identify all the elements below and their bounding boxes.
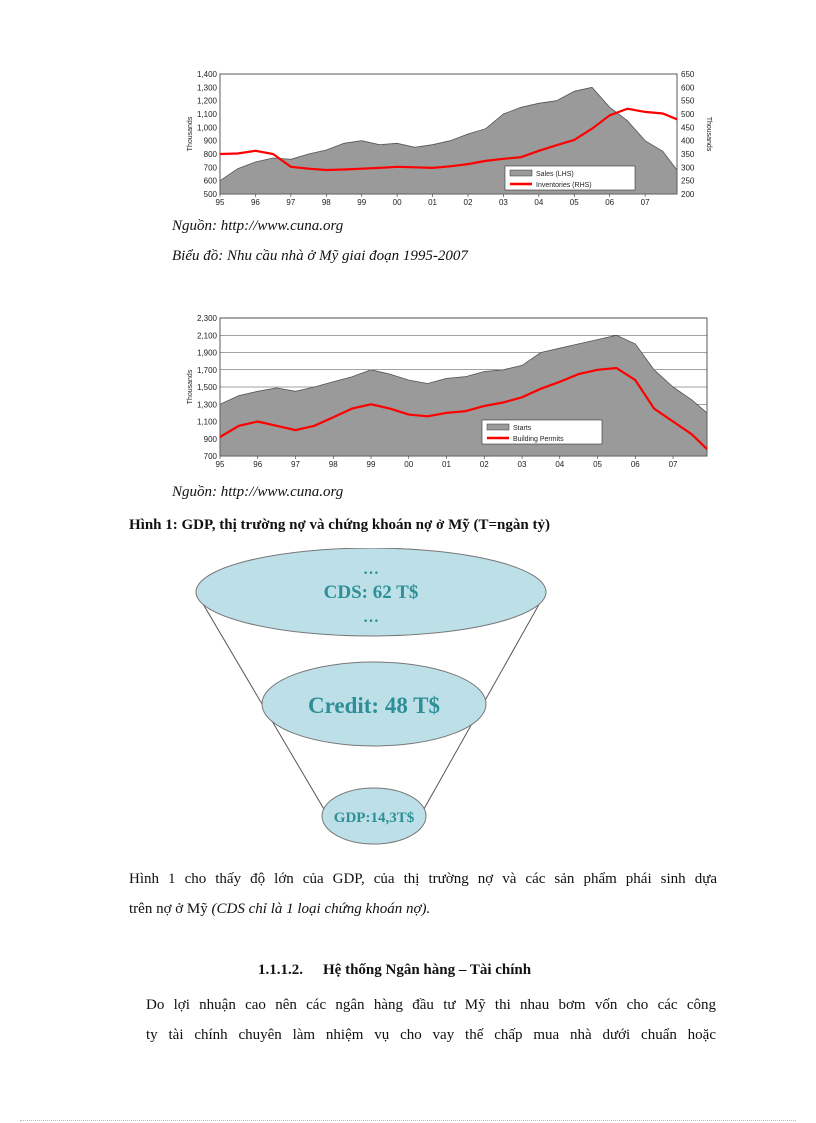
- y2-tick-label: 600: [681, 83, 695, 93]
- y2-tick-label: 650: [681, 70, 695, 79]
- figure-1-title: Hình 1: GDP, thị trường nợ và chứng khoán nợ ở Mỹ (T=ngàn tỷ): [129, 517, 550, 533]
- x-tick-label: 99: [357, 198, 367, 207]
- x-tick-label: 96: [253, 460, 263, 469]
- x-tick-label: 02: [463, 198, 473, 207]
- chart-1-source: Nguồn: http://www.cuna.org: [172, 218, 344, 234]
- x-tick-label: 96: [250, 198, 260, 207]
- y-axis-title: Thousands: [187, 369, 194, 405]
- x-tick-label: 07: [668, 460, 678, 469]
- italic-note: (CDS chỉ là 1 loại chứng khoán nợ).: [211, 901, 431, 917]
- y-tick-label: 1,000: [196, 123, 217, 133]
- x-tick-label: 00: [392, 198, 402, 207]
- y-tick-label: 2,300: [196, 314, 217, 323]
- y2-tick-label: 550: [681, 96, 695, 106]
- chart-1-title: Biểu đồ: Nhu cầu nhà ở Mỹ giai đoạn 1995-2007: [172, 248, 468, 264]
- section-number: 1.1.1.2.: [258, 962, 303, 978]
- y2-tick-label: 250: [681, 176, 695, 186]
- paragraph-line: Do lợi nhuận cao nên các ngân hàng đầu tư Mỹ thi nhau bơm vốn cho các công: [146, 997, 716, 1013]
- paragraph-banking: [146, 990, 716, 1020]
- y2-tick-label: 500: [681, 110, 695, 119]
- y2-tick-label: 450: [681, 123, 695, 133]
- paragraph-line: Hình 1 cho thấy độ lớn của GDP, của thị trường nợ và các sản phẩm phái sinh dựa: [129, 871, 717, 887]
- y-tick-label: 1,300: [196, 400, 217, 410]
- y-tick-label: 600: [203, 176, 217, 186]
- paragraph-line: [129, 894, 717, 924]
- x-tick-label: 01: [428, 198, 438, 207]
- legend-swatch-area: [487, 424, 509, 430]
- legend-swatch-area: [510, 170, 532, 176]
- housing-sales-inventories-chart: [172, 62, 720, 210]
- section-heading: [258, 962, 531, 979]
- section-title: Hệ thống Ngân hàng – Tài chính: [323, 962, 532, 978]
- page-bottom-border: [20, 1120, 796, 1121]
- y-tick-label: 900: [203, 136, 217, 146]
- x-tick-label: 99: [366, 460, 376, 469]
- paragraph-line: ty tài chính chuyên làm nhiệm vụ cho vay thế chấp mua nhà dưới chuẩn hoặc: [146, 1027, 716, 1043]
- y2-tick-label: 400: [681, 136, 695, 146]
- housing-starts-permits-chart: [172, 308, 720, 473]
- text-span: trên nợ ở Mỹ: [129, 901, 212, 917]
- paragraph-figure-explanation: [129, 864, 717, 924]
- y-tick-label: 1,400: [196, 70, 217, 79]
- x-tick-label: 03: [517, 460, 527, 469]
- x-tick-label: 06: [605, 198, 615, 207]
- paragraph-banking-cont: [146, 1020, 716, 1050]
- y-tick-label: 1,500: [196, 383, 217, 392]
- y-axis-title: Thousands: [187, 116, 194, 152]
- x-tick-label: 05: [593, 460, 602, 469]
- y-tick-label: 1,700: [196, 365, 217, 375]
- x-tick-label: 06: [630, 460, 640, 469]
- y2-tick-label: 350: [681, 150, 695, 159]
- cds-top-dots: …: [363, 561, 379, 578]
- y-tick-label: 800: [203, 150, 217, 159]
- x-tick-label: 07: [640, 198, 650, 207]
- debt-funnel-diagram: [190, 548, 560, 848]
- y-tick-label: 1,200: [196, 96, 217, 106]
- x-tick-label: 97: [286, 198, 296, 207]
- x-tick-label: 95: [215, 460, 225, 469]
- y2-axis-title: Thousands: [705, 116, 712, 152]
- gdp-label: GDP:14,3T$: [333, 810, 415, 826]
- y2-tick-label: 200: [681, 190, 695, 199]
- y-tick-label: 700: [203, 163, 217, 173]
- y2-tick-label: 300: [681, 163, 695, 173]
- y-tick-label: 1,300: [196, 83, 217, 93]
- legend-label: Building Permits: [513, 436, 564, 443]
- y-tick-label: 1,100: [196, 110, 217, 119]
- x-tick-label: 98: [328, 460, 338, 469]
- y-tick-label: 900: [203, 434, 217, 444]
- cds-label: CDS: 62 T$: [323, 582, 419, 603]
- x-tick-label: 05: [569, 198, 579, 207]
- x-tick-label: 02: [479, 460, 489, 469]
- x-tick-label: 97: [291, 460, 300, 469]
- credit-label: Credit: 48 T$: [307, 693, 441, 718]
- x-tick-label: 98: [321, 198, 331, 207]
- y-tick-label: 2,100: [196, 331, 217, 341]
- y-tick-label: 1,100: [196, 417, 217, 427]
- x-tick-label: 04: [555, 460, 565, 469]
- legend-label: Sales (LHS): [536, 171, 574, 178]
- y-tick-label: 1,900: [196, 348, 217, 358]
- legend-label: Starts: [513, 425, 532, 432]
- legend-label: Inventories (RHS): [536, 182, 592, 189]
- x-tick-label: 01: [442, 460, 451, 469]
- x-tick-label: 03: [498, 198, 508, 207]
- chart-2-source: Nguồn: http://www.cuna.org: [172, 484, 344, 500]
- cds-bottom-dots: …: [363, 609, 379, 626]
- x-tick-label: 04: [534, 198, 544, 207]
- x-tick-label: 00: [404, 460, 414, 469]
- x-tick-label: 95: [215, 198, 225, 207]
- y-tick-label: 500: [203, 190, 217, 199]
- y-tick-label: 700: [203, 452, 217, 461]
